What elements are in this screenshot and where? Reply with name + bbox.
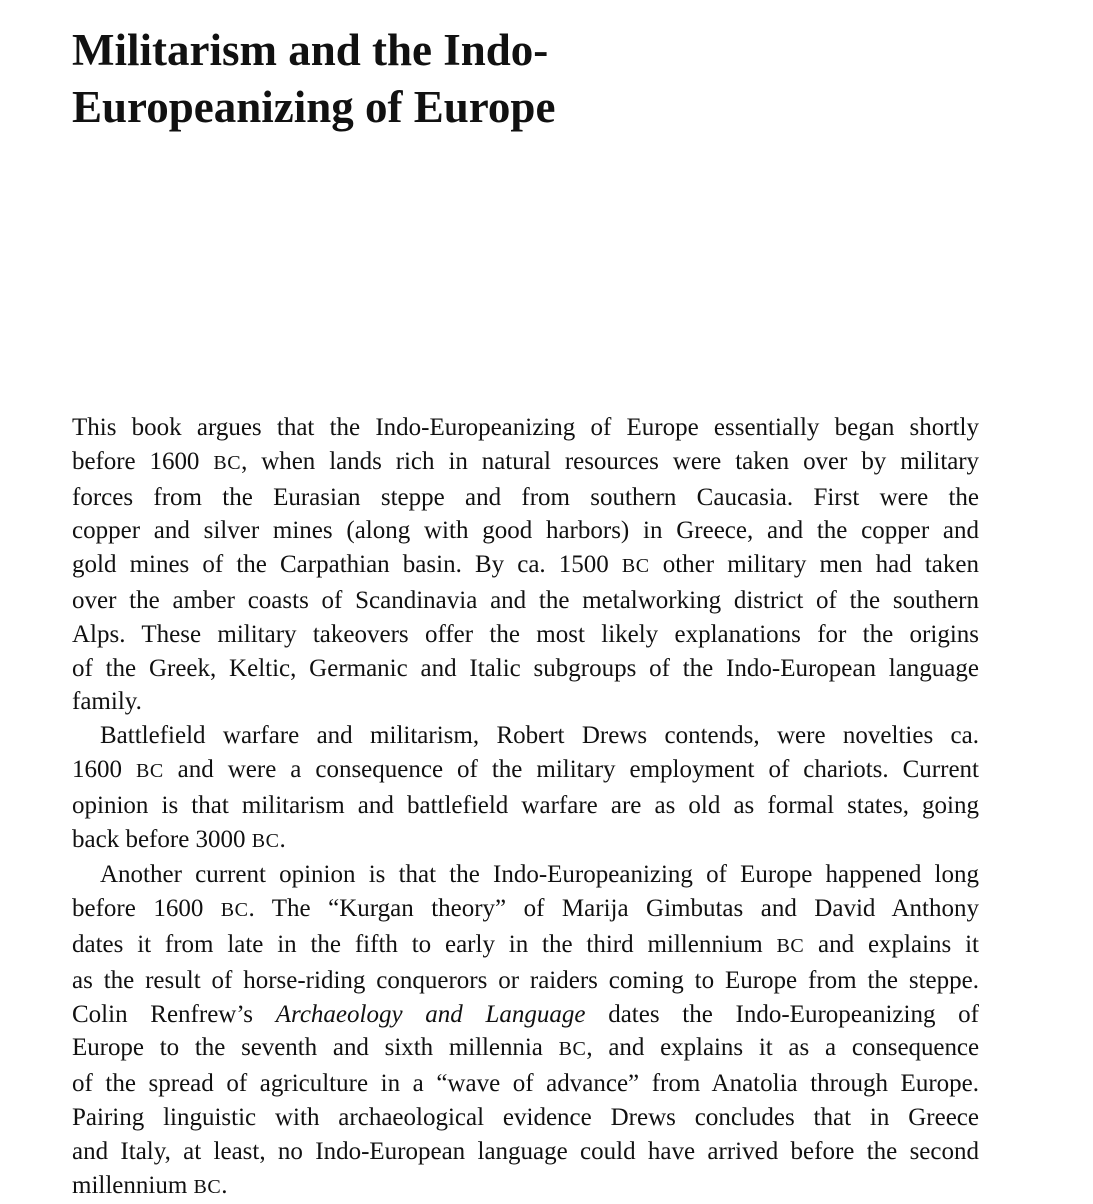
title-line-2: Europeanizing of Europe	[72, 82, 556, 132]
text-line: This book argues that the Indo-Europeanizing of Europe essentially began shortly	[72, 414, 979, 441]
paragraph-1	[72, 411, 979, 719]
text-line: before 1600 BC, when lands rich in natural resources were taken over by military	[72, 447, 979, 475]
text-line: Another current opinion is that the Indo-Europeanizing of Europe happened long	[100, 861, 979, 889]
text-line: millennium BC.	[72, 1171, 228, 1199]
text-line: Pairing linguistic with archaeological evidence Drews concludes that in Greece	[72, 1103, 979, 1131]
text-line: before 1600 BC. The “Kurgan theory” of Marija Gimbutas and David Anthony	[72, 895, 979, 923]
page-title	[72, 22, 972, 136]
text-line: copper and silver mines (along with good harbors) in Greece, and the copper and	[72, 517, 979, 545]
text-line: over the amber coasts of Scandinavia and the metalworking district of the southern	[72, 586, 979, 614]
title-line-1: Militarism and the Indo-	[72, 25, 549, 75]
text-line: Colin Renfrew’s Archaeology and Language dates the Indo-Europeanizing of	[72, 1000, 979, 1028]
book-title-emphasis: Archaeology and Language	[275, 1000, 586, 1028]
text-line: of the Greek, Keltic, Germanic and Italic subgroups of the Indo-European language	[72, 654, 979, 682]
text-line: Europe to the seventh and sixth millennia BC, and explains it as a consequence	[72, 1034, 979, 1062]
text-line: as the result of horse-riding conquerors or raiders coming to Europe from the steppe.	[72, 966, 979, 994]
text-line: back before 3000 BC.	[72, 825, 286, 853]
paragraph-2	[72, 719, 979, 858]
text-line: and Italy, at least, no Indo-European language could have arrived before the second	[72, 1137, 979, 1165]
text-line: Battlefield warfare and militarism, Robert Drews contends, were novelties ca.	[100, 722, 979, 750]
text-line: of the spread of agriculture in a “wave of advance” from Anatolia through Europe.	[72, 1070, 979, 1098]
text-line: family.	[72, 688, 142, 716]
paragraph-3	[72, 858, 979, 1204]
text-line: gold mines of the Carpathian basin. By ca. 1500 BC other military men had taken	[72, 551, 979, 579]
body-text	[72, 411, 979, 1204]
text-line: opinion is that militarism and battlefield warfare are as old as formal states, going	[72, 791, 979, 819]
text-line: forces from the Eurasian steppe and from southern Caucasia. First were the	[72, 483, 979, 511]
text-line: 1600 BC and were a consequence of the military employment of chariots. Current	[72, 755, 979, 783]
text-line: dates it from late in the fifth to early in the third millennium BC and explains it	[72, 930, 979, 958]
text-line: Alps. These military takeovers offer the most likely explanations for the origins	[72, 620, 979, 648]
